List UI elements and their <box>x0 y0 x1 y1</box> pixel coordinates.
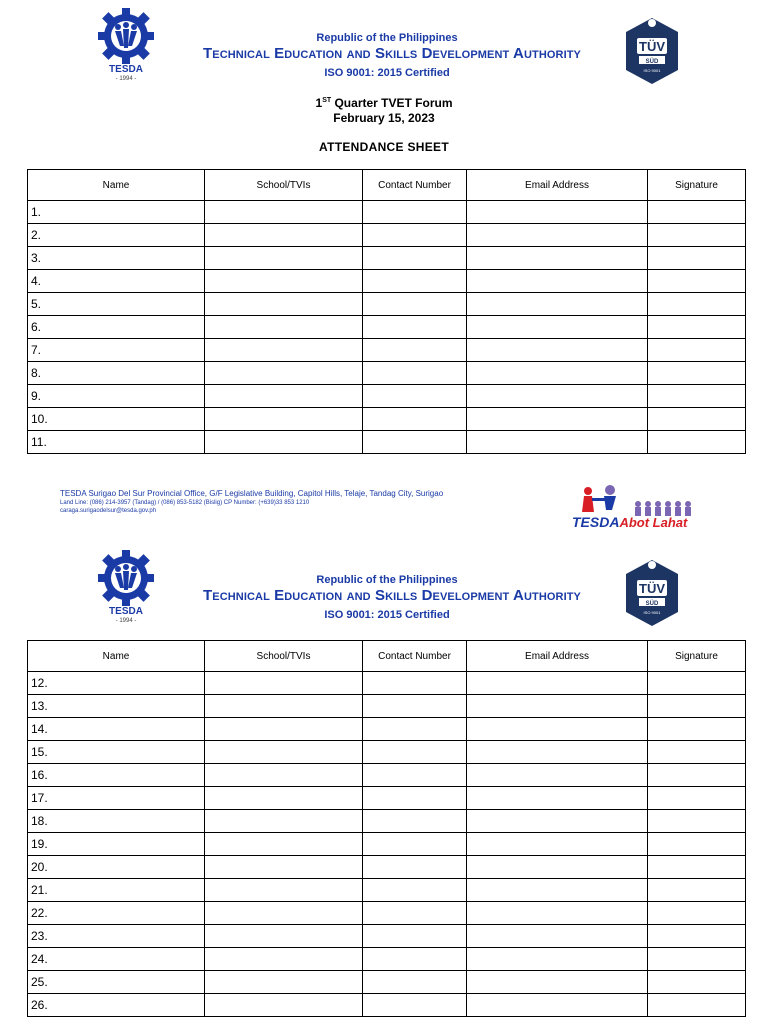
attendance-table-1 <box>27 169 746 454</box>
table-row <box>28 948 746 971</box>
table-row <box>28 856 746 879</box>
table-row <box>28 339 746 362</box>
event-ordinal: 1 <box>315 96 323 110</box>
cell-school[interactable] <box>205 810 363 833</box>
cell-signature[interactable] <box>648 224 746 247</box>
col-signature: Signature <box>648 641 746 672</box>
tuv-logo <box>620 558 684 630</box>
cell-signature[interactable] <box>648 810 746 833</box>
table-row <box>28 810 746 833</box>
cell-email[interactable] <box>467 672 648 695</box>
cell-email[interactable] <box>467 787 648 810</box>
cell-name[interactable]: 10. <box>28 408 205 431</box>
cell-email[interactable] <box>467 431 648 454</box>
cell-signature[interactable] <box>648 994 746 1017</box>
cell-school[interactable] <box>205 293 363 316</box>
sheet-title: ATTENDANCE SHEET <box>319 140 449 154</box>
cell-signature[interactable] <box>648 270 746 293</box>
cell-school[interactable] <box>205 362 363 385</box>
cell-name[interactable]: 5. <box>28 293 205 316</box>
cell-contact[interactable] <box>363 270 467 293</box>
table-row <box>28 293 746 316</box>
cell-name[interactable]: 23. <box>28 925 205 948</box>
cell-name[interactable]: 7. <box>28 339 205 362</box>
cell-signature[interactable] <box>648 879 746 902</box>
cell-school[interactable] <box>205 408 363 431</box>
cell-contact[interactable] <box>363 833 467 856</box>
cell-signature[interactable] <box>648 948 746 971</box>
cell-email[interactable] <box>467 201 648 224</box>
cell-name[interactable]: 17. <box>28 787 205 810</box>
cell-email[interactable] <box>467 316 648 339</box>
cell-email[interactable] <box>467 764 648 787</box>
table-row <box>28 247 746 270</box>
republic-text: Republic of the Philippines <box>316 574 458 586</box>
cell-contact[interactable] <box>363 856 467 879</box>
cell-email[interactable] <box>467 408 648 431</box>
cell-school[interactable] <box>205 201 363 224</box>
abot-lahat-label: Abot Lahat <box>619 515 688 530</box>
table-row <box>28 764 746 787</box>
table-row <box>28 408 746 431</box>
cell-signature[interactable] <box>648 201 746 224</box>
cell-contact[interactable] <box>363 316 467 339</box>
cell-email[interactable] <box>467 695 648 718</box>
agency-name: Technical Education and Skills Development Authority <box>203 587 581 604</box>
cell-signature[interactable] <box>648 925 746 948</box>
cell-school[interactable] <box>205 247 363 270</box>
tesda-logo <box>96 550 156 630</box>
cell-name[interactable]: 22. <box>28 902 205 925</box>
col-email: Email Address <box>467 641 648 672</box>
tesda-logo-label: TESDA <box>109 64 143 75</box>
cell-contact[interactable] <box>363 408 467 431</box>
col-name: Name <box>28 641 205 672</box>
event-title-text: Quarter TVET Forum <box>331 96 453 110</box>
cell-email[interactable] <box>467 270 648 293</box>
table-row <box>28 224 746 247</box>
cell-contact[interactable] <box>363 787 467 810</box>
table-header-row <box>28 641 746 672</box>
col-contact: Contact Number <box>363 170 467 201</box>
cell-email[interactable] <box>467 385 648 408</box>
cell-signature[interactable] <box>648 833 746 856</box>
cell-contact[interactable] <box>363 695 467 718</box>
cell-contact[interactable] <box>363 764 467 787</box>
cell-school[interactable] <box>205 948 363 971</box>
office-address: TESDA Surigao Del Sur Provincial Office, G/F Legislative Building, Capitol Hills, Telaje, Tandag City, Surigao <box>60 489 444 498</box>
people-icon <box>566 484 700 518</box>
cell-school[interactable] <box>205 925 363 948</box>
cell-contact[interactable] <box>363 431 467 454</box>
letterhead-top <box>0 8 768 88</box>
table-row <box>28 316 746 339</box>
table-row <box>28 994 746 1017</box>
cell-contact[interactable] <box>363 879 467 902</box>
cell-email[interactable] <box>467 948 648 971</box>
table-row <box>28 787 746 810</box>
event-title <box>0 96 768 110</box>
iso-certification: ISO 9001: 2015 Certified <box>324 609 450 621</box>
tesda-logo-label: TESDA <box>109 606 143 617</box>
event-date: February 15, 2023 <box>333 111 435 125</box>
event-ordinal-suffix: ST <box>322 97 332 104</box>
cell-school[interactable] <box>205 316 363 339</box>
cell-name[interactable]: 11. <box>28 431 205 454</box>
cell-signature[interactable] <box>648 856 746 879</box>
cell-contact[interactable] <box>363 224 467 247</box>
cell-name[interactable]: 14. <box>28 718 205 741</box>
tuv-iso: ISO 9001 <box>643 68 661 73</box>
table-row <box>28 695 746 718</box>
table-row <box>28 672 746 695</box>
cell-name[interactable]: 6. <box>28 316 205 339</box>
col-signature: Signature <box>648 170 746 201</box>
cell-signature[interactable] <box>648 316 746 339</box>
cell-contact[interactable] <box>363 201 467 224</box>
cell-signature[interactable] <box>648 764 746 787</box>
attendance-table-2 <box>27 640 746 1017</box>
cell-name[interactable]: 18. <box>28 810 205 833</box>
cell-school[interactable] <box>205 718 363 741</box>
certification-badge-icon <box>620 16 684 88</box>
cell-signature[interactable] <box>648 339 746 362</box>
col-school: School/TVIs <box>205 170 363 201</box>
cell-signature[interactable] <box>648 718 746 741</box>
table-row <box>28 833 746 856</box>
cell-name[interactable]: 1. <box>28 201 205 224</box>
table-row <box>28 971 746 994</box>
cell-school[interactable] <box>205 339 363 362</box>
cell-signature[interactable] <box>648 362 746 385</box>
cell-email[interactable] <box>467 925 648 948</box>
office-email: caraga.surigaodelsur@tesda.gov.ph <box>60 508 157 514</box>
cell-school[interactable] <box>205 994 363 1017</box>
cell-school[interactable] <box>205 833 363 856</box>
cell-school[interactable] <box>205 902 363 925</box>
table-row <box>28 270 746 293</box>
cell-signature[interactable] <box>648 293 746 316</box>
col-contact: Contact Number <box>363 641 467 672</box>
tuv-logo <box>620 16 684 88</box>
table-row <box>28 718 746 741</box>
table-row <box>28 741 746 764</box>
cell-contact[interactable] <box>363 362 467 385</box>
cell-school[interactable] <box>205 856 363 879</box>
cell-signature[interactable] <box>648 247 746 270</box>
cell-contact[interactable] <box>363 718 467 741</box>
cell-email[interactable] <box>467 810 648 833</box>
abot-tesda-label: TESDA <box>572 514 620 530</box>
table-row <box>28 902 746 925</box>
cell-contact[interactable] <box>363 339 467 362</box>
cell-email[interactable] <box>467 856 648 879</box>
cell-name[interactable]: 2. <box>28 224 205 247</box>
cell-school[interactable] <box>205 431 363 454</box>
cell-name[interactable]: 3. <box>28 247 205 270</box>
gear-icon <box>96 550 156 606</box>
cell-school[interactable] <box>205 764 363 787</box>
table-row <box>28 925 746 948</box>
cell-name[interactable]: 13. <box>28 695 205 718</box>
letterhead-bottom <box>0 550 768 630</box>
col-school: School/TVIs <box>205 641 363 672</box>
cell-signature[interactable] <box>648 787 746 810</box>
cell-school[interactable] <box>205 787 363 810</box>
cell-contact[interactable] <box>363 385 467 408</box>
cell-signature[interactable] <box>648 902 746 925</box>
cell-contact[interactable] <box>363 971 467 994</box>
agency-name: Technical Education and Skills Development Authority <box>203 45 581 62</box>
cell-school[interactable] <box>205 270 363 293</box>
cell-name[interactable]: 25. <box>28 971 205 994</box>
tesda-abot-lahat-logo <box>566 484 700 540</box>
cell-name[interactable]: 16. <box>28 764 205 787</box>
table-row <box>28 431 746 454</box>
cell-contact[interactable] <box>363 948 467 971</box>
cell-signature[interactable] <box>648 695 746 718</box>
certification-badge-icon <box>620 558 684 630</box>
cell-school[interactable] <box>205 695 363 718</box>
cell-contact[interactable] <box>363 672 467 695</box>
tuv-mark: TÜV <box>639 39 665 54</box>
abot-lahat-text <box>572 514 687 530</box>
cell-email[interactable] <box>467 902 648 925</box>
cell-email[interactable] <box>467 879 648 902</box>
table-row <box>28 385 746 408</box>
cell-email[interactable] <box>467 741 648 764</box>
table-row <box>28 201 746 224</box>
tuv-sub: SÜD <box>645 601 659 607</box>
iso-certification: ISO 9001: 2015 Certified <box>324 67 450 79</box>
gear-icon <box>96 8 156 64</box>
cell-contact[interactable] <box>363 741 467 764</box>
cell-school[interactable] <box>205 879 363 902</box>
col-name: Name <box>28 170 205 201</box>
office-phones: Land Line: (086) 214-3957 (Tandag) / (086) 853-5182 (Bislig) CP Number: (+639)33 853 1210 <box>60 500 310 506</box>
cell-contact[interactable] <box>363 925 467 948</box>
cell-school[interactable] <box>205 971 363 994</box>
cell-name[interactable]: 24. <box>28 948 205 971</box>
tuv-iso: ISO 9001 <box>643 610 661 615</box>
tesda-logo-year: - 1994 - <box>115 618 137 624</box>
cell-email[interactable] <box>467 971 648 994</box>
office-address-block <box>60 489 480 515</box>
cell-name[interactable]: 12. <box>28 672 205 695</box>
cell-email[interactable] <box>467 339 648 362</box>
cell-school[interactable] <box>205 224 363 247</box>
table-row <box>28 362 746 385</box>
cell-name[interactable]: 15. <box>28 741 205 764</box>
cell-school[interactable] <box>205 385 363 408</box>
cell-name[interactable]: 4. <box>28 270 205 293</box>
cell-name[interactable]: 9. <box>28 385 205 408</box>
table-row <box>28 879 746 902</box>
republic-text: Republic of the Philippines <box>316 32 458 44</box>
cell-signature[interactable] <box>648 431 746 454</box>
cell-email[interactable] <box>467 293 648 316</box>
cell-school[interactable] <box>205 672 363 695</box>
cell-signature[interactable] <box>648 672 746 695</box>
tesda-logo <box>96 8 156 88</box>
cell-email[interactable] <box>467 994 648 1017</box>
cell-contact[interactable] <box>363 247 467 270</box>
cell-contact[interactable] <box>363 902 467 925</box>
cell-contact[interactable] <box>363 994 467 1017</box>
cell-school[interactable] <box>205 741 363 764</box>
col-email: Email Address <box>467 170 648 201</box>
tuv-sub: SÜD <box>645 59 659 65</box>
cell-name[interactable]: 26. <box>28 994 205 1017</box>
cell-email[interactable] <box>467 362 648 385</box>
cell-signature[interactable] <box>648 408 746 431</box>
cell-contact[interactable] <box>363 293 467 316</box>
cell-name[interactable]: 8. <box>28 362 205 385</box>
table-header-row <box>28 170 746 201</box>
cell-email[interactable] <box>467 247 648 270</box>
cell-name[interactable]: 19. <box>28 833 205 856</box>
cell-signature[interactable] <box>648 385 746 408</box>
tuv-mark: TÜV <box>639 581 665 596</box>
cell-name[interactable]: 21. <box>28 879 205 902</box>
cell-name[interactable]: 20. <box>28 856 205 879</box>
cell-email[interactable] <box>467 224 648 247</box>
cell-signature[interactable] <box>648 971 746 994</box>
cell-signature[interactable] <box>648 741 746 764</box>
cell-email[interactable] <box>467 718 648 741</box>
tesda-logo-year: - 1994 - <box>115 76 137 82</box>
cell-contact[interactable] <box>363 810 467 833</box>
cell-email[interactable] <box>467 833 648 856</box>
